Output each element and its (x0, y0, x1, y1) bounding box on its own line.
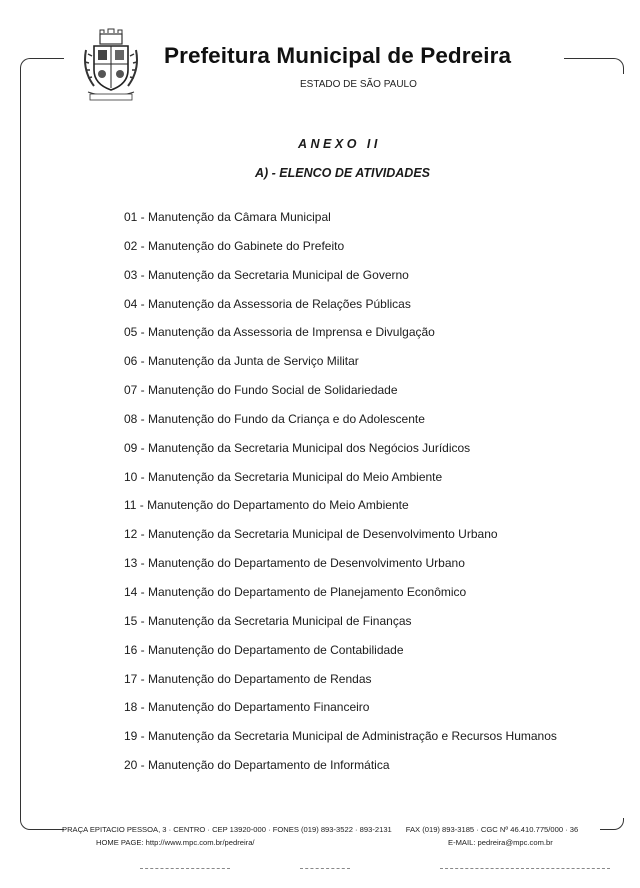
page-border-corner-bottom (600, 818, 624, 830)
list-item: 20 - Manutenção do Departamento de Informática (124, 758, 390, 773)
annex-label: ANEXO II (298, 137, 381, 151)
list-item: 02 - Manutenção do Gabinete do Prefeito (124, 238, 345, 253)
page-border-left (20, 58, 64, 830)
list-item: 14 - Manutenção do Departamento de Planejamento Econômico (124, 584, 467, 599)
footer-address: PRAÇA EPITACIO PESSOA, 3 · CENTRO · CEP 13920-000 · FONES (019) 893-3522 · 893-2131 (62, 825, 392, 834)
list-item: 13 - Manutenção do Departamento de Desenvolvimento Urbano (124, 556, 465, 571)
footer-address-line (62, 825, 578, 834)
list-item: 11 - Manutenção do Departamento do Meio Ambiente (124, 498, 409, 513)
page-border-top-right (564, 58, 584, 59)
list-item: 03 - Manutenção da Secretaria Municipal de Governo (124, 267, 409, 282)
list-item: 18 - Manutenção do Departamento Financeiro (124, 700, 370, 715)
page-border-corner-top (584, 58, 624, 74)
scan-artifact-line (140, 868, 230, 869)
list-item: 19 - Manutenção da Secretaria Municipal de Administração e Recursos Humanos (124, 729, 557, 744)
page-subtitle: ESTADO DE SÃO PAULO (300, 79, 417, 90)
list-item: 16 - Manutenção do Departamento de Contabilidade (124, 642, 404, 657)
page-title: Prefeitura Municipal de Pedreira (164, 43, 512, 68)
list-item: 15 - Manutenção da Secretaria Municipal de Finanças (124, 613, 412, 628)
footer-email: E-MAIL: pedreira@mpc.com.br (448, 838, 553, 847)
activity-list (124, 210, 557, 787)
list-item: 05 - Manutenção da Assessoria de Imprensa e Divulgação (124, 325, 435, 340)
list-item: 01 - Manutenção da Câmara Municipal (124, 210, 331, 224)
footer-fax: FAX (019) 893-3185 · CGC Nº 46.410.775/000 · 36 (405, 825, 579, 834)
list-item: 09 - Manutenção da Secretaria Municipal dos Negócios Jurídicos (124, 440, 471, 455)
list-item: 12 - Manutenção da Secretaria Municipal de Desenvolvimento Urbano (124, 527, 498, 542)
list-item: 07 - Manutenção do Fundo Social de Solidariedade (124, 383, 398, 398)
list-item: 10 - Manutenção da Secretaria Municipal do Meio Ambiente (124, 469, 443, 484)
list-item: 04 - Manutenção da Assessoria de Relações Públicas (124, 296, 411, 311)
scan-artifact-line (300, 868, 350, 869)
list-item: 06 - Manutenção da Junta de Serviço Militar (124, 354, 359, 369)
list-item: 17 - Manutenção do Departamento de Rendas (124, 671, 372, 686)
section-title: A) - ELENCO DE ATIVIDADES (255, 166, 431, 180)
scan-artifact-line (440, 868, 610, 869)
footer-homepage: HOME PAGE: http://www.mpc.com.br/pedreira/ (96, 838, 255, 847)
list-item: 08 - Manutenção do Fundo da Criança e do Adolescente (124, 411, 425, 426)
municipal-coat-of-arms-icon (80, 26, 142, 108)
footer-contact-line (96, 838, 553, 847)
